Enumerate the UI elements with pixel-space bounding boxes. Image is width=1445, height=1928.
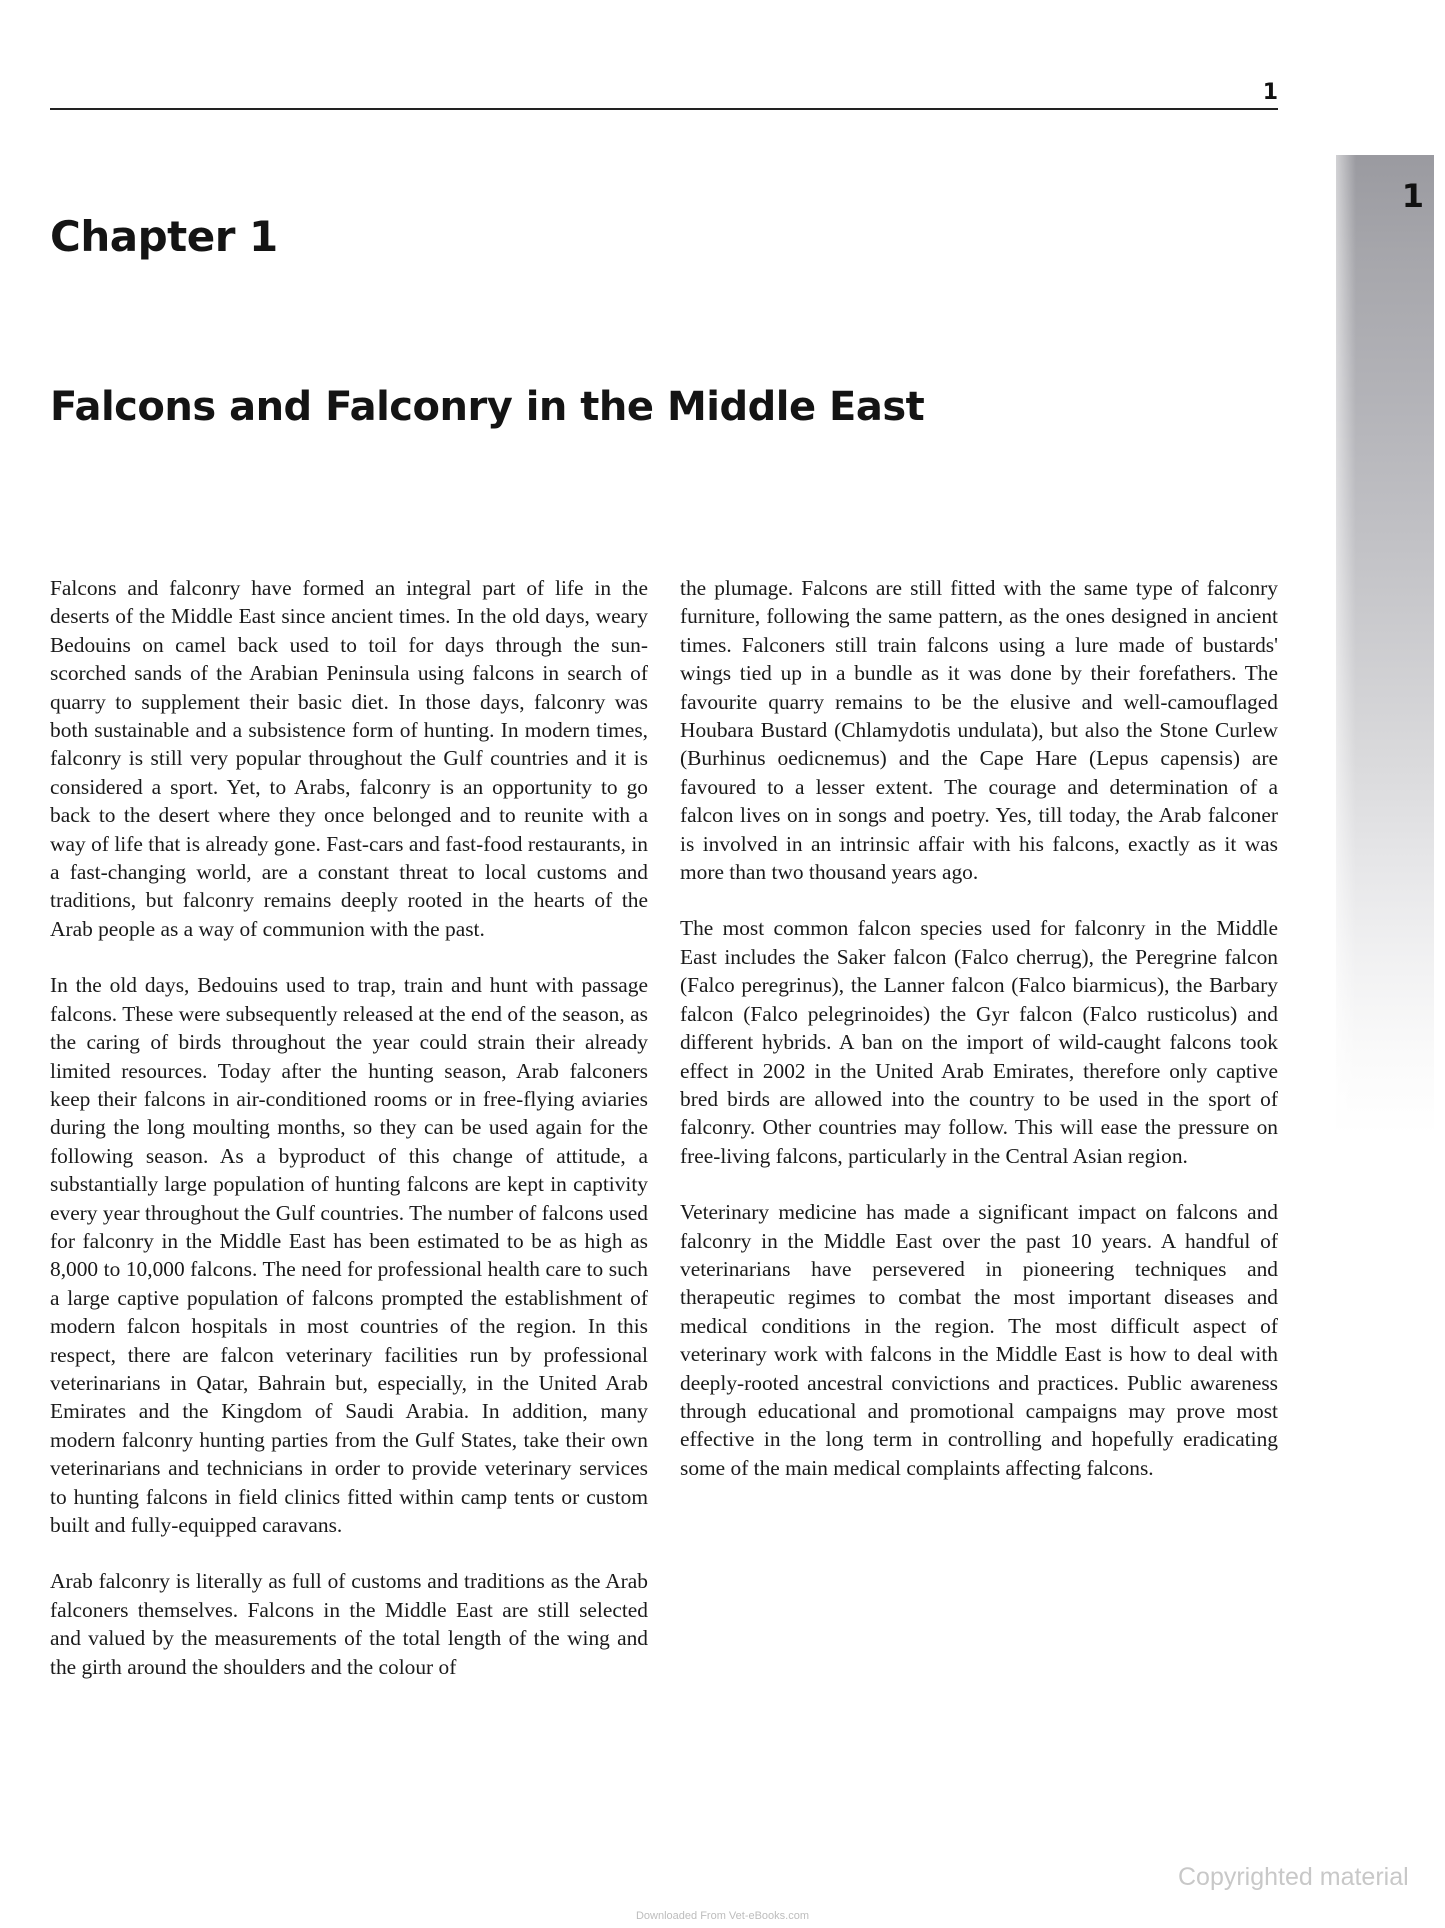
paragraph: The most common falcon species used for falconry in the Middle East includes the Saker falcon (Falco cherrug), the Peregrine falcon (Falco peregrinus), the Lanner falcon (Falco biarmicus), the Barbary falcon (Falco pelegrinoides) the Gyr falcon (Falco rusticolus) and different hybrids. A ban on the import of wild-caught falcons took effect in 2002 in the United Arab Emirates, therefore only captive bred birds are allowed into the country to be used in the sport of falconry. Other countries may follow. This will ease the pressure on free-living falcons, particularly in the Central Asian region. xyxy=(680,916,1278,1168)
header-rule xyxy=(50,108,1278,110)
body-column-left xyxy=(50,574,648,1709)
download-source-footer: Downloaded From Vet-eBooks.com xyxy=(635,1910,810,1922)
chapter-label: Chapter 1 xyxy=(50,212,278,261)
chapter-thumb-tab xyxy=(1336,155,1434,1135)
chapter-title: Falcons and Falconry in the Middle East xyxy=(50,384,925,430)
thumb-tab-chapter-number: 1 xyxy=(1401,177,1424,215)
paragraph: the plumage. Falcons are still fitted with the same type of falconry furniture, following the same pattern, as the ones designed in ancient times. Falconers still train falcons using a lure made of bustards' wings tied up in a bundle as it was done by their forefathers. The favourite quarry remains to be the elusive and well-camouflaged Houbara Bustard (Chlamydotis undulata), but also the Stone Curlew (Burhinus oedicnemus) and the Cape Hare (Lepus capensis) are favoured to a lesser extent. The courage and determination of a falcon lives on in songs and poetry. Yes, till today, the Arab falconer is involved in an intrinsic affair with his falcons, exactly as it was more than two thousand years ago. xyxy=(680,576,1278,885)
paragraph: Falcons and falconry have formed an integral part of life in the deserts of the Middle East since ancient times. In the old days, weary Bedouins on camel back used to toil for days through the sun-scorched sands of the Arabian Peninsula using falcons in search of quarry to supplement their basic diet. In those days, falconry was both sustainable and a subsistence form of hunting. In modern times, falconry is still very popular throughout the Gulf countries and it is considered a sport. Yet, to Arabs, falconry is an opportunity to go back to the desert where they once belonged and to reunite with a way of life that is already gone. Fast-cars and fast-food restaurants, in a fast-changing world, are a constant threat to local customs and traditions, but falconry remains deeply rooted in the hearts of the Arab people as a way of communion with the past. xyxy=(50,576,648,941)
paragraph: In the old days, Bedouins used to trap, train and hunt with passage falcons. These were subsequently released at the end of the season, as the caring of birds throughout the year could strain their already limited resources. Today after the hunting season, Arab falconers keep their falcons in air-conditioned rooms or in free-flying aviaries during the long moulting months, so they can be used again for the following season. As a byproduct of this change of attitude, a substantially large population of hunting falcons are kept in captivity every year throughout the Gulf countries. The number of falcons used for falconry in the Middle East has been estimated to be as high as 8,000 to 10,000 falcons. The need for professional health care to such a large captive population of falcons prompted the establishment of modern falcon hospitals in most countries of the region. In this respect, there are falcon veterinary facilities run by professional veterinarians in Qatar, Bahrain but, especially, in the United Arab Emirates and the Kingdom of Saudi Arabia. In addition, many modern falconry hunting parties from the Gulf States, take their own veterinarians and technicians in order to provide veterinary services to hunting falcons in field clinics fitted within camp tents or custom built and fully-equipped caravans. xyxy=(50,973,648,1537)
paragraph: Arab falconry is literally as full of customs and traditions as the Arab falconers themselves. Falcons in the Middle East are still selected and valued by the measurements of the total length of the wing and the girth around the shoulders and the colour of xyxy=(50,1569,648,1679)
copyright-watermark: Copyrighted material xyxy=(1178,1863,1409,1891)
paragraph: Veterinary medicine has made a significant impact on falcons and falconry in the Middle East over the past 10 years. A handful of veterinarians have persevered in pioneering techniques and therapeutic regimes to combat the most important diseases and medical conditions in the region. The most difficult aspect of veterinary work with falcons in the Middle East is how to deal with deeply-rooted ancestral convictions and practices. Public awareness through educational and promotional campaigns may prove most effective in the long term in controlling and hopefully eradicating some of the main medical complaints affecting falcons. xyxy=(680,1200,1278,1480)
page-number: 1 xyxy=(1262,80,1278,105)
body-column-right xyxy=(680,574,1278,1510)
